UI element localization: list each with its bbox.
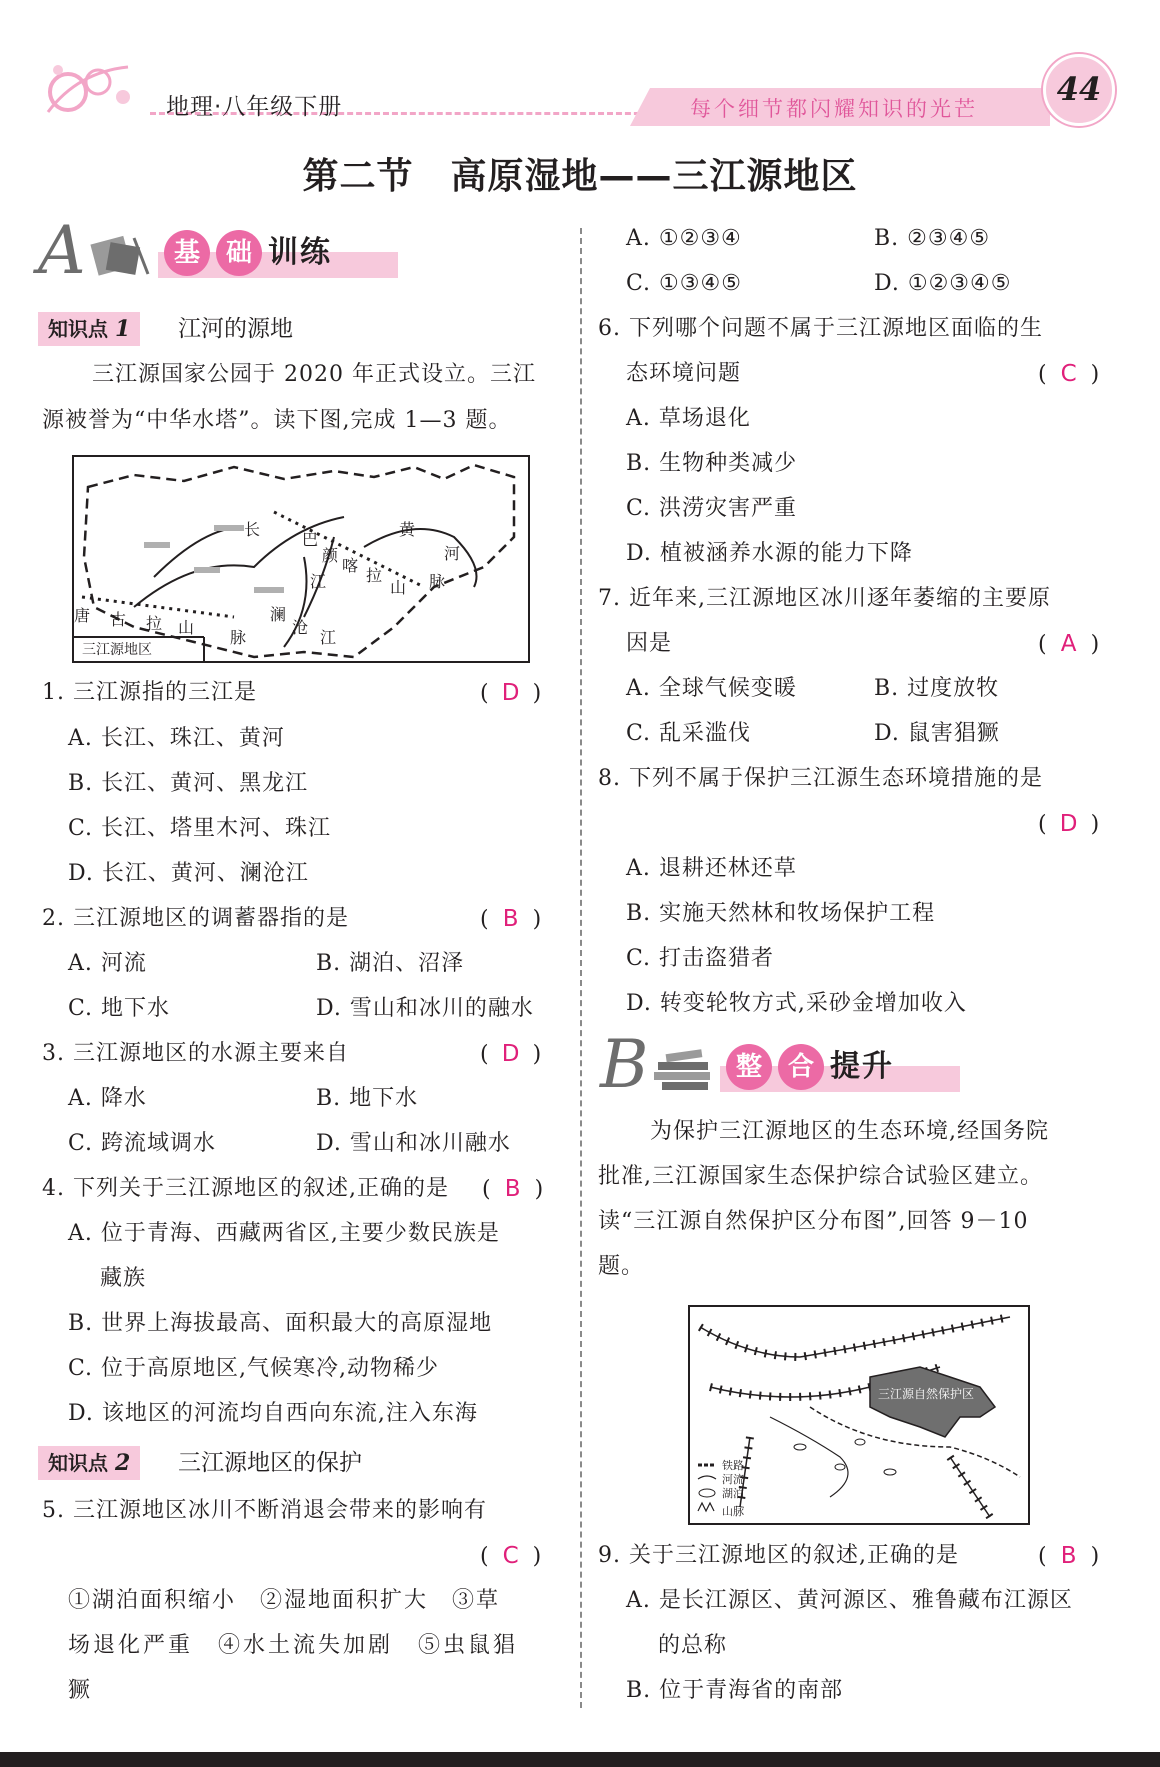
- q4-option: A. 位于青海、西藏两省区,主要少数民族是: [68, 1221, 500, 1246]
- map2-legend-item: 山脉: [722, 1505, 744, 1518]
- map1-label: 脉: [429, 572, 446, 591]
- q8-answer: ( D ): [1038, 811, 1100, 837]
- section-b-letter: B: [600, 1026, 649, 1103]
- kp1-title: 江河的源地: [178, 316, 293, 342]
- map2-legend-item: 河流: [722, 1473, 744, 1486]
- map1-label: 唐: [74, 606, 91, 625]
- section-a-letter: A: [38, 212, 86, 289]
- section-b-bubble-2: 合: [778, 1044, 824, 1090]
- map1-label: 古: [110, 610, 127, 629]
- q2-option: B. 湖泊、沼泽: [316, 951, 465, 976]
- q7-stem: 7. 近年来,三江源地区冰川逐年萎缩的主要原: [598, 586, 1051, 611]
- map2-legend-item: 湖泊: [722, 1487, 744, 1500]
- q6-stem-cont: 态环境问题: [626, 361, 742, 386]
- knowledge-point-1: [38, 312, 438, 346]
- q8-option: D. 转变轮牧方式,采砂金增加收入: [626, 991, 967, 1016]
- intro2-line2: 批准,三江源国家生态保护综合试验区建立。: [598, 1164, 1043, 1189]
- kp1-tag: 知识点 1: [38, 312, 140, 346]
- q8-option: B. 实施天然林和牧场保护工程: [626, 901, 936, 926]
- intro2-line3: 读“三江源自然保护区分布图”,回答 9－10: [598, 1209, 1029, 1234]
- q9-stem: 9. 关于三江源地区的叙述,正确的是: [598, 1543, 959, 1568]
- map1-label: 沧: [292, 618, 309, 637]
- intro1-line2: 源被誉为“中华水塔”。读下图,完成 1—3 题。: [42, 408, 512, 433]
- q9-option: A. 是长江源区、黄河源区、雅鲁藏布江源区: [626, 1588, 1073, 1613]
- q5-option: B. ②③④⑤: [874, 226, 991, 251]
- q1-answer: ( D ): [480, 680, 542, 706]
- map1-label: 拉: [366, 566, 383, 585]
- kp2-tag: 知识点 2: [38, 1446, 140, 1480]
- q2-stem: 2. 三江源地区的调蓄器指的是: [42, 906, 349, 931]
- section-a-header: [38, 212, 368, 289]
- map1-label: 颜: [322, 546, 339, 565]
- q9-option: B. 位于青海省的南部: [626, 1678, 844, 1703]
- map-nature-reserve: [688, 1305, 1030, 1525]
- books-icon: [90, 234, 150, 278]
- intro2-line1: 为保护三江源地区的生态环境,经国务院: [650, 1119, 1049, 1144]
- q3-option: A. 降水: [68, 1086, 147, 1111]
- q2-option: D. 雪山和冰川的融水: [316, 996, 534, 1021]
- q1-option: C. 长江、塔里木河、珠江: [68, 816, 332, 841]
- q4-stem: 4. 下列关于三江源地区的叙述,正确的是: [42, 1176, 449, 1201]
- floral-ornament-icon: [38, 52, 148, 127]
- intro2-line4: 题。: [598, 1254, 645, 1279]
- q5-option: D. ①②③④⑤: [874, 271, 1012, 296]
- column-divider: [580, 228, 582, 1708]
- q5-option: A. ①②③④: [626, 226, 742, 251]
- map1-label: 黄: [399, 520, 416, 539]
- page-title: 第二节 高原湿地——三江源地区: [302, 156, 858, 197]
- map1-legend: 三江源地区: [82, 642, 152, 658]
- map-three-rivers: [72, 455, 530, 663]
- q8-stem: 8. 下列不属于保护三江源生态环境措施的是: [598, 766, 1043, 791]
- map1-label: 江: [310, 572, 327, 591]
- kp2-title: 三江源地区的保护: [178, 1450, 362, 1476]
- q1-stem: 1. 三江源指的三江是: [42, 680, 257, 705]
- q2-option: A. 河流: [68, 951, 147, 976]
- q4-option: B. 世界上海拔最高、面积最大的高原湿地: [68, 1311, 493, 1336]
- q3-option: B. 地下水: [316, 1086, 419, 1111]
- q8-option: C. 打击盗猎者: [626, 946, 775, 971]
- intro1-line1: 三江源国家公园于 2020 年正式设立。三江: [92, 362, 536, 387]
- q6-option: A. 草场退化: [626, 406, 751, 431]
- q7-option: A. 全球气候变暖: [626, 676, 797, 701]
- q7-option: C. 乱采滥伐: [626, 721, 752, 746]
- q6-option: B. 生物种类减少: [626, 451, 798, 476]
- q2-option: C. 地下水: [68, 996, 171, 1021]
- q3-stem: 3. 三江源地区的水源主要来自: [42, 1041, 349, 1066]
- map1-label: 澜: [270, 605, 287, 624]
- q7-answer: ( A ): [1038, 631, 1100, 657]
- q5-line: 场退化严重 ④水土流失加剧 ⑤虫鼠猖: [68, 1633, 519, 1658]
- q1-option: A. 长江、珠江、黄河: [68, 726, 285, 751]
- q5-stem: 5. 三江源地区冰川不断消退会带来的影响有: [42, 1498, 487, 1523]
- q5-line: ①湖泊面积缩小 ②湿地面积扩大 ③草: [68, 1588, 501, 1613]
- section-b-header: [600, 1026, 930, 1103]
- q5-answer: ( C ): [480, 1543, 542, 1569]
- section-a-bubble-2: 础: [216, 230, 262, 276]
- q4-option: D. 该地区的河流均自西向东流,注入东海: [68, 1401, 478, 1426]
- q4-option: C. 位于高原地区,气候寒冷,动物稀少: [68, 1356, 440, 1381]
- q2-answer: ( B ): [480, 906, 542, 932]
- section-a-word: 训练: [268, 235, 332, 270]
- q5-option: C. ①③④⑤: [626, 271, 742, 296]
- map1-label: 拉: [146, 614, 163, 633]
- map1-label: 山: [178, 618, 195, 637]
- q8-option: A. 退耕还林还草: [626, 856, 797, 881]
- q6-answer: ( C ): [1038, 361, 1100, 387]
- slogan-text: 每个细节都闪耀知识的光芒: [690, 97, 978, 121]
- q9-answer: ( B ): [1038, 1543, 1100, 1569]
- section-a-bubble-1: 基: [164, 230, 210, 276]
- map1-label: 河: [444, 544, 461, 563]
- q4-answer: ( B ): [482, 1176, 544, 1202]
- q6-stem: 6. 下列哪个问题不属于三江源地区面临的生: [598, 316, 1043, 341]
- q5-line: 獗: [68, 1678, 92, 1703]
- q6-option: D. 植被涵养水源的能力下降: [626, 541, 913, 566]
- map2-region-label: 三江源自然保护区: [878, 1387, 975, 1401]
- q7-stem-cont: 因是: [626, 631, 673, 656]
- q1-option: B. 长江、黄河、黑龙江: [68, 771, 309, 796]
- map1-label: 江: [320, 628, 337, 647]
- q4-option-cont: 藏族: [100, 1266, 147, 1291]
- q3-option: D. 雪山和冰川融水: [316, 1131, 511, 1156]
- q3-answer: ( D ): [480, 1041, 542, 1067]
- map1-label: 巴: [302, 530, 319, 549]
- q9-option-cont: 的总称: [658, 1633, 728, 1658]
- books-icon: [652, 1048, 712, 1092]
- map1-label: 喀: [342, 556, 359, 575]
- section-b-word: 提升: [830, 1049, 894, 1084]
- bottom-bar: [0, 1752, 1160, 1767]
- q6-option: C. 洪涝灾害严重: [626, 496, 798, 521]
- map1-label: 脉: [230, 628, 247, 647]
- map1-label: 长: [244, 520, 261, 539]
- section-b-bubble-1: 整: [726, 1044, 772, 1090]
- q1-option: D. 长江、黄河、澜沧江: [68, 861, 309, 886]
- book-title: 地理·八年级下册: [166, 94, 343, 120]
- knowledge-point-2: [38, 1446, 478, 1480]
- q7-option: B. 过度放牧: [874, 676, 1000, 701]
- page-number: 44: [1056, 70, 1102, 108]
- map1-label: 山: [390, 578, 407, 597]
- map2-legend-item: 铁路: [722, 1459, 744, 1472]
- q7-option: D. 鼠害猖獗: [874, 721, 1000, 746]
- q3-option: C. 跨流域调水: [68, 1131, 217, 1156]
